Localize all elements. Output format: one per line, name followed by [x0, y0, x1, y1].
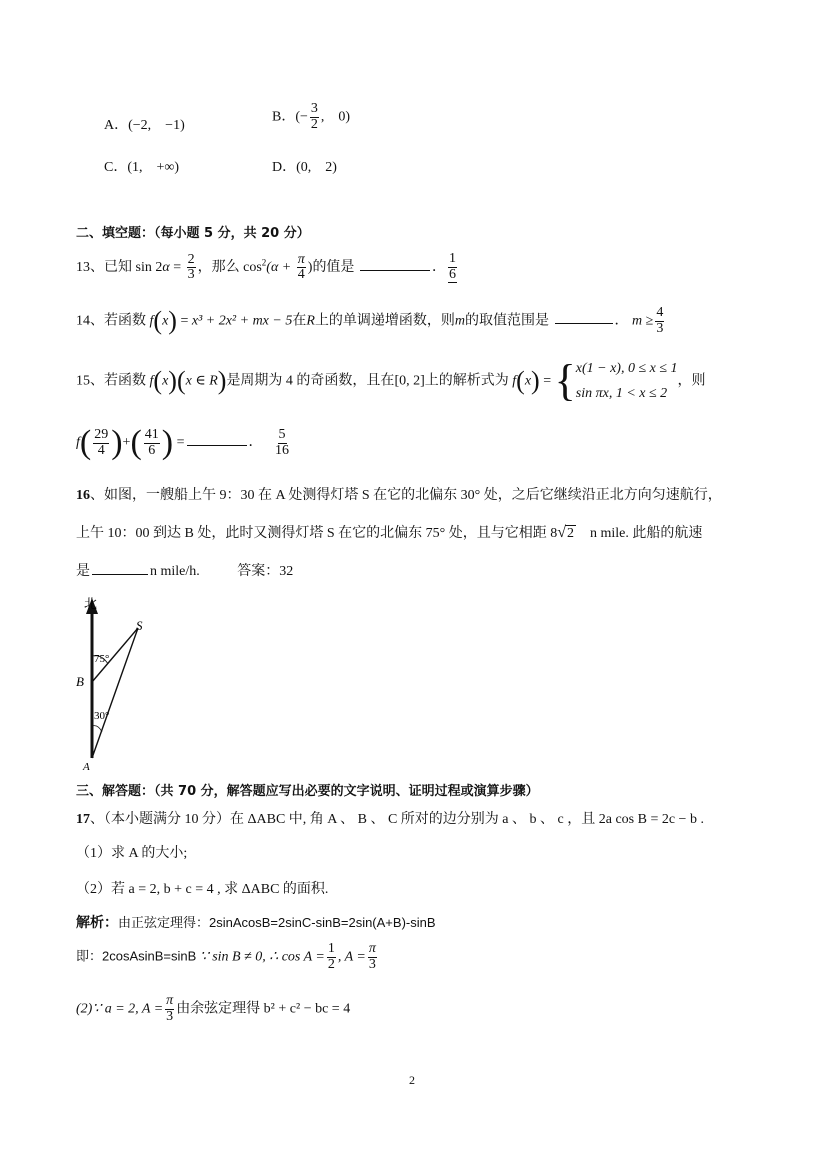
q15-n1: 29	[94, 426, 109, 442]
option-b-prefix: (−	[295, 109, 308, 125]
q15-interval: [0, 2]	[394, 373, 425, 389]
line-a-s	[92, 628, 138, 758]
q14-f: f	[149, 313, 154, 329]
option-c-value: (1, +∞)	[127, 160, 180, 175]
q15-frac-2	[144, 428, 160, 458]
q13-paren-open: (α +	[266, 259, 295, 275]
option-b	[272, 102, 350, 132]
q13-answer-den: 6	[448, 266, 456, 282]
q16-line-3-prefix: 是	[76, 564, 90, 579]
q13-pi-fraction	[297, 253, 306, 283]
question-15-expression: f( $\frac{29}{4}$ )+( $\frac{41}{6}$ ) = ． $\frac{5}{16}$	[76, 424, 290, 461]
q17-solution-line-3	[76, 994, 350, 1024]
q17-part2-cosine-law: 由余弦定理得 b² + c² − bc = 4	[176, 1001, 351, 1017]
q13-square: 2	[261, 257, 267, 268]
q16-blank	[92, 572, 148, 575]
question-16-line-2: 上午 10：00 到达 B 处，此时又测得灯塔 S 在它的北偏东 75° 处，且与它相距 8√2 n mile. 此船的航速	[76, 524, 703, 541]
q14-dot: ．	[614, 313, 629, 329]
section2-heading: 二、填空题：（每小题 5 分，共 20 分）	[76, 226, 310, 241]
q13-alpha: α	[162, 259, 170, 275]
q15-mid2: 上的解析式为	[424, 373, 509, 389]
question-14: 14、若函数 f(x) = x³ + 2x² + mx − 5在R上的单调递增函数，则m的取值范围是 ． m ≥ $\frac{4}{3}$	[76, 305, 664, 336]
q17-part2-pi3	[165, 994, 174, 1024]
q15-tail: ，则	[677, 373, 706, 389]
q13-paren-close: )	[307, 259, 313, 275]
q17-solution-text-1: 由正弦定理得：2sinAcosB=2sinC-sinB=2sin(A+B)-sinB	[118, 915, 436, 930]
q13-answer	[448, 252, 457, 283]
q14-eq: =	[176, 313, 192, 329]
q17-solution-half	[327, 942, 336, 972]
q15-d1: 4	[97, 442, 105, 458]
q14-suffix: 的取值范围是	[465, 313, 550, 329]
q15-plus: +	[122, 435, 131, 451]
question-13	[76, 252, 459, 283]
q17-pi: π	[368, 941, 376, 956]
q15-case-2: sin πx, 1 < x ≤ 2	[575, 386, 668, 402]
q13-prefix: 已知	[104, 259, 132, 275]
q14-answer	[655, 306, 664, 336]
q17-solution-pi3	[368, 942, 377, 972]
figure-label-s: S	[136, 618, 143, 633]
q14-mid2: 上的单调递增函数，则	[314, 313, 455, 329]
option-b-label: B．	[272, 109, 296, 125]
q14-m: m	[454, 313, 466, 329]
figure-label-b: B	[76, 674, 84, 689]
q15-frac-1	[93, 428, 109, 458]
q14-answer-num: 4	[656, 305, 664, 320]
option-a-value: (−2, −1)	[128, 118, 185, 133]
q13-eq: =	[169, 259, 185, 275]
q14-answer-prefix: m ≥	[632, 313, 654, 329]
q15-f: f	[149, 373, 154, 389]
q17-part2-given: (2)∵ a = 2, A =	[76, 1001, 164, 1017]
q17-stem-text: 、（本小题满分 10 分）在 ΔABC 中, 角 A 、 B 、 C 所对的边分别为 a 、 b 、 c ，且 2a cos B = 2c − b .	[90, 812, 704, 827]
q15-n2: 41	[144, 426, 159, 442]
figure-angle-75: 75°	[94, 653, 110, 665]
option-d	[272, 156, 337, 176]
q13-cos: cos	[243, 259, 262, 275]
q15-eq: =	[176, 435, 185, 451]
q15-f2: f	[76, 435, 80, 451]
option-c-label: C．	[104, 160, 128, 175]
q14-prefix: 若函数	[104, 313, 146, 329]
q13-blank	[360, 268, 430, 271]
figure-angle-30: 30°	[94, 710, 110, 722]
q15-dot: ．	[248, 435, 263, 451]
q13-sin: sin 2	[135, 259, 163, 275]
q15-prefix: 若函数	[104, 373, 146, 389]
q17-solution-line-2	[76, 942, 379, 972]
q13-answer-num: 1	[448, 251, 456, 266]
ship-lighthouse-figure	[74, 592, 164, 772]
q13-four: 4	[297, 267, 305, 283]
q16-line-1-text: 、如图，一艘船上午 9：30 在 A 处测得灯塔 S 在它的北偏东 30° 处，之后它继续沿正北方向匀速航行，	[90, 488, 722, 503]
q13-dot: ．	[431, 259, 446, 275]
page-number: 2	[409, 1073, 415, 1087]
q15-cases	[576, 356, 678, 406]
q14-number: 14、	[76, 313, 104, 329]
q16-sqrt-value: 2	[567, 526, 575, 541]
question-17-stem	[76, 808, 704, 828]
question-15: 15、若函数 f(x)(x ∈ R)是周期为 4 的奇函数，且在[0, 2]上的解析式为 f(x) = { x(1 − x), 0 ≤ x ≤ 1 sin πx, 1 < x ≤ 2 ，则	[76, 356, 706, 406]
section3-heading: 三、解答题：（共 70 分，解答题应写出必要的文字说明、证明过程或演算步骤）	[76, 784, 539, 799]
figure-north-label: 北	[84, 597, 98, 612]
q13-mid: ，那么	[197, 259, 240, 275]
q15-answer-den: 16	[275, 442, 290, 458]
q15-blank	[187, 443, 247, 446]
option-d-value: (0, 2)	[296, 160, 337, 175]
option-a	[104, 114, 185, 134]
q16-line-2-prefix: 上午 10：00 到达 B 处，此时又测得灯塔 S 在它的北偏东 75° 处，且与它相距 8	[76, 526, 558, 541]
option-b-suffix: , 0)	[320, 109, 351, 125]
q14-x: x	[162, 313, 169, 329]
q17-half-num: 1	[327, 941, 335, 956]
q17-number: 17	[76, 812, 90, 827]
q14-R: R	[306, 313, 315, 329]
option-c	[104, 156, 179, 176]
q13-suffix: 的值是	[312, 259, 355, 275]
q16-line-3-unit: n mile/h.	[150, 564, 200, 579]
q15-answer	[274, 428, 290, 458]
q14-answer-den: 3	[656, 320, 664, 336]
q15-case-1: x(1 − x), 0 ≤ x ≤ 1	[575, 361, 678, 376]
q14-blank	[555, 321, 613, 324]
q16-number: 16	[76, 488, 90, 503]
q15-answer-num: 5	[278, 426, 286, 442]
option-b-den: 2	[310, 116, 318, 132]
option-a-label: A．	[104, 118, 129, 133]
q17-part2-den: 3	[166, 1008, 174, 1024]
q17-solution-label: 解析：	[76, 916, 118, 931]
q15-mid: 是周期为 4 的奇函数，且在	[226, 373, 395, 389]
option-b-num: 3	[310, 101, 318, 116]
question-17-part-2: （2）若 a = 2, b + c = 4 , 求 ΔABC 的面积.	[76, 882, 329, 897]
q17-part2-pi: π	[166, 993, 174, 1008]
q15-x: x	[162, 373, 169, 389]
q17-pi-den: 3	[368, 956, 376, 972]
q17-solution-A: , A =	[337, 949, 366, 965]
q13-fraction	[187, 253, 196, 283]
q13-number: 13、	[76, 259, 104, 275]
q16-line-2-suffix: n mile. 此船的航速	[576, 526, 703, 541]
q14-polynomial: x³ + 2x² + mx − 5	[191, 313, 293, 329]
question-16-line-1	[76, 484, 722, 504]
option-d-label: D．	[272, 160, 297, 175]
option-b-fraction	[310, 102, 319, 132]
q13-frac-den: 3	[187, 267, 195, 283]
q17-solution-text-2: 即：2cosAsinB=sinB	[76, 948, 197, 964]
q13-frac-num: 2	[187, 251, 195, 267]
q17-half-den: 2	[327, 956, 335, 972]
q14-mid: 在	[292, 313, 307, 329]
q13-pi: π	[297, 251, 305, 267]
question-17-part-1: （1）求 A 的大小;	[76, 846, 188, 861]
q15-number: 15、	[76, 373, 104, 389]
question-16-line-3	[76, 560, 293, 580]
figure-label-a: A	[83, 761, 90, 772]
q17-solution-line-1	[76, 912, 436, 932]
q16-answer: 答案：32	[237, 564, 294, 579]
q15-domain: x ∈ R	[185, 373, 218, 389]
q15-d2: 6	[148, 442, 156, 458]
q17-solution-cos: ∵ sin B ≠ 0, ∴ cos A =	[199, 949, 325, 965]
